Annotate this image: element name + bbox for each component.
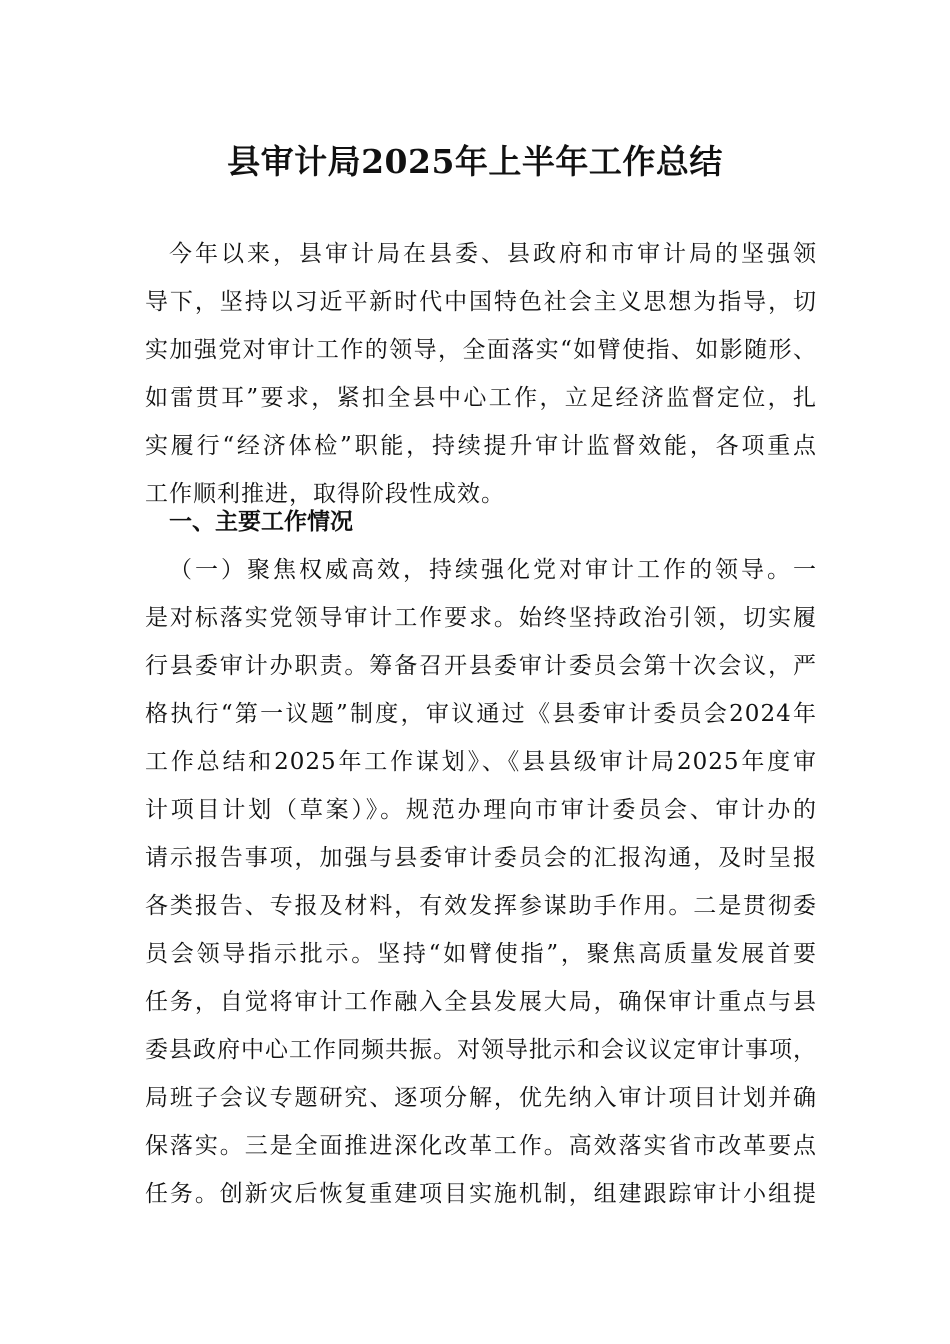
section1-paragraph [145, 546, 817, 1218]
text-line: 请示报告事项，加强与县委审计委员会的汇报沟通，及时呈报 [145, 845, 817, 871]
section-heading-block [145, 498, 817, 546]
text-line: 行县委审计办职责。筹备召开县委审计委员会第十次会议，严 [145, 653, 817, 679]
text-line: 局班子会议专题研究、逐项分解，优先纳入审计项目计划并确 [145, 1085, 817, 1111]
text-line: 委县政府中心工作同频共振。对领导批示和会议议定审计事项， [145, 1037, 817, 1063]
text-line: 计项目计划（草案）》。规范办理向市审计委员会、审计办的 [145, 797, 817, 823]
text-line: 如雷贯耳”要求，紧扣全县中心工作，立足经济监督定位，扎 [145, 385, 817, 411]
text-line: 各类报告、专报及材料，有效发挥参谋助手作用。二是贯彻委 [145, 893, 817, 919]
text-line: （一）聚焦权威高效，持续强化党对审计工作的领导。一 [169, 557, 817, 583]
text-line: 任务，自觉将审计工作融入全县发展大局，确保审计重点与县 [145, 989, 817, 1015]
text-line: 员会领导指示批示。坚持“如臂使指”，聚焦高质量发展首要 [145, 941, 817, 967]
text-line: 今年以来，县审计局在县委、县政府和市审计局的坚强领 [169, 241, 817, 267]
text-line: 实履行“经济体检”职能，持续提升审计监督效能，各项重点 [145, 433, 817, 459]
text-line: 保落实。三是全面推进深化改革工作。高效落实省市改革要点 [145, 1133, 817, 1159]
document-title: 县审计局2025年上半年工作总结 [227, 142, 723, 181]
text-line: 工作总结和2025年工作谋划》、《县县级审计局2025年度审 [145, 749, 817, 775]
text-line: 实加强党对审计工作的领导，全面落实“如臂使指、如影随形、 [145, 337, 817, 363]
text-line: 任务。创新灾后恢复重建项目实施机制，组建跟踪审计小组提 [145, 1181, 817, 1207]
text-line: 是对标落实党领导审计工作要求。始终坚持政治引领，切实履 [145, 605, 817, 631]
text-line: 工作顺利推进，取得阶段性成效。 [145, 481, 505, 507]
intro-paragraph [145, 230, 817, 518]
section-heading: 一、主要工作情况 [169, 508, 353, 535]
text-line: 导下，坚持以习近平新时代中国特色社会主义思想为指导，切 [145, 289, 817, 315]
text-line: 格执行“第一议题”制度，审议通过《县委审计委员会2024年 [145, 701, 817, 727]
